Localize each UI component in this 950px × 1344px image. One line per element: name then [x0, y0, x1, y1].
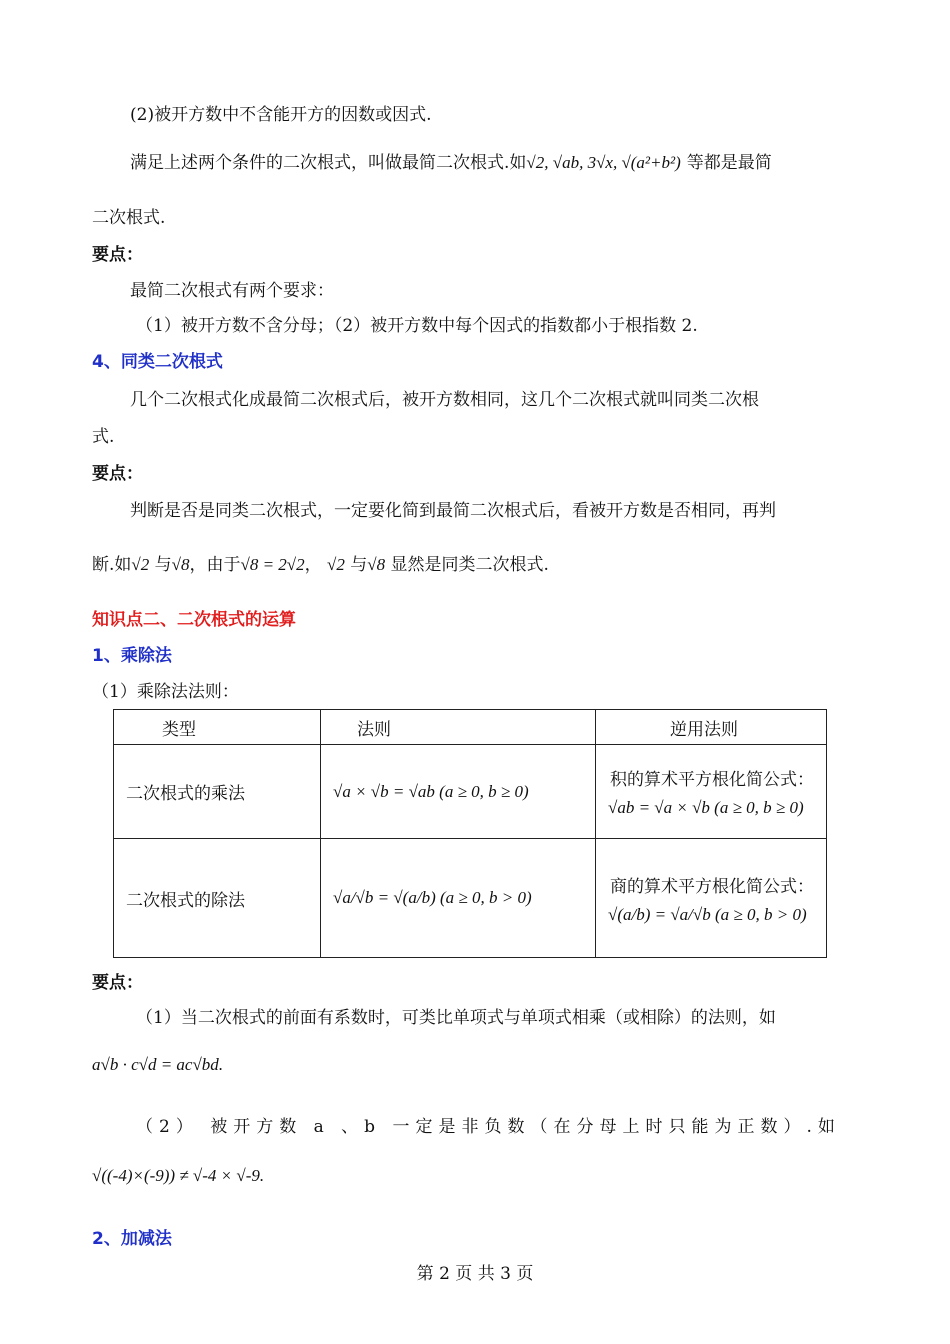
key-points-1-line-1: 最简二次根式有两个要求：	[130, 281, 334, 301]
example-radicals: √2, √ab, 3√x, √(a²+b²)	[526, 153, 681, 172]
key-points-3-line-2: （2） 被开方数 a 、b 一定是非负数（在分母上时只能为正数）.如	[136, 1117, 841, 1137]
section-4-heading: 4、同类二次根式	[92, 352, 223, 372]
page-footer: 第 2 页 共 3 页	[416, 1264, 534, 1284]
section-2-heading: 2、加减法	[92, 1229, 172, 1249]
definition-continuation: 二次根式.	[92, 208, 166, 228]
row-multiplication-type: 二次根式的乘法	[114, 745, 321, 839]
key-points-2-line-2: 断.如√2 与√8，由于√8 = 2√2， √2 与√8 显然是同类二次根式.	[92, 555, 549, 575]
header-inverse: 逆用法则	[596, 710, 827, 745]
key-points-3-line-1: （1）当二次根式的前面有系数时，可类比单项式与单项式相乘（或相除）的法则，如	[136, 1008, 776, 1028]
row-multiplication-inverse: 积的算术平方根化简公式： √ab = √a × √b (a ≥ 0, b ≥ 0)	[596, 745, 827, 839]
key-points-heading-2: 要点：	[92, 464, 143, 484]
key-points-heading-3: 要点：	[92, 973, 143, 993]
condition-2: (2)被开方数中不含能开方的因数或因式.	[130, 105, 432, 125]
definition-paragraph: 满足上述两个条件的二次根式，叫做最简二次根式.如√2, √ab, 3√x, √(a²+b²) 等都是最简	[130, 153, 772, 173]
table-row	[114, 745, 827, 839]
header-rule: 法则	[321, 710, 596, 745]
key-points-3-formula-2: √((-4)×(-9)) ≠ √-4 × √-9.	[92, 1166, 265, 1185]
section-4-continuation: 式.	[92, 427, 115, 447]
table-row	[114, 839, 827, 958]
row-division-inverse: 商的算术平方根化简公式： √(a/b) = √a/√b (a ≥ 0, b > 0)	[596, 839, 827, 958]
header-type: 类型	[114, 710, 321, 745]
key-points-2-line-1: 判断是否是同类二次根式，一定要化简到最简二次根式后，看被开方数是否相同，再判	[130, 501, 776, 521]
section-1-subheading: （1）乘除法法则：	[92, 682, 239, 702]
rules-table	[113, 709, 827, 958]
section-1-heading: 1、乘除法	[92, 646, 172, 666]
key-points-3-formula-1: a√b · c√d = ac√bd.	[92, 1055, 224, 1074]
knowledge-point-2-heading: 知识点二、二次根式的运算	[92, 610, 296, 630]
key-points-1-line-2: （1）被开方数不含分母；（2）被开方数中每个因式的指数都小于根指数 2.	[136, 316, 698, 336]
key-points-heading-1: 要点：	[92, 245, 143, 265]
row-division-type: 二次根式的除法	[114, 839, 321, 958]
table-header-row	[114, 710, 827, 745]
row-multiplication-rule: √a × √b = √ab (a ≥ 0, b ≥ 0)	[321, 745, 596, 839]
row-division-rule: √a/√b = √(a/b) (a ≥ 0, b > 0)	[321, 839, 596, 958]
section-4-paragraph: 几个二次根式化成最简二次根式后，被开方数相同，这几个二次根式就叫同类二次根	[130, 390, 759, 410]
